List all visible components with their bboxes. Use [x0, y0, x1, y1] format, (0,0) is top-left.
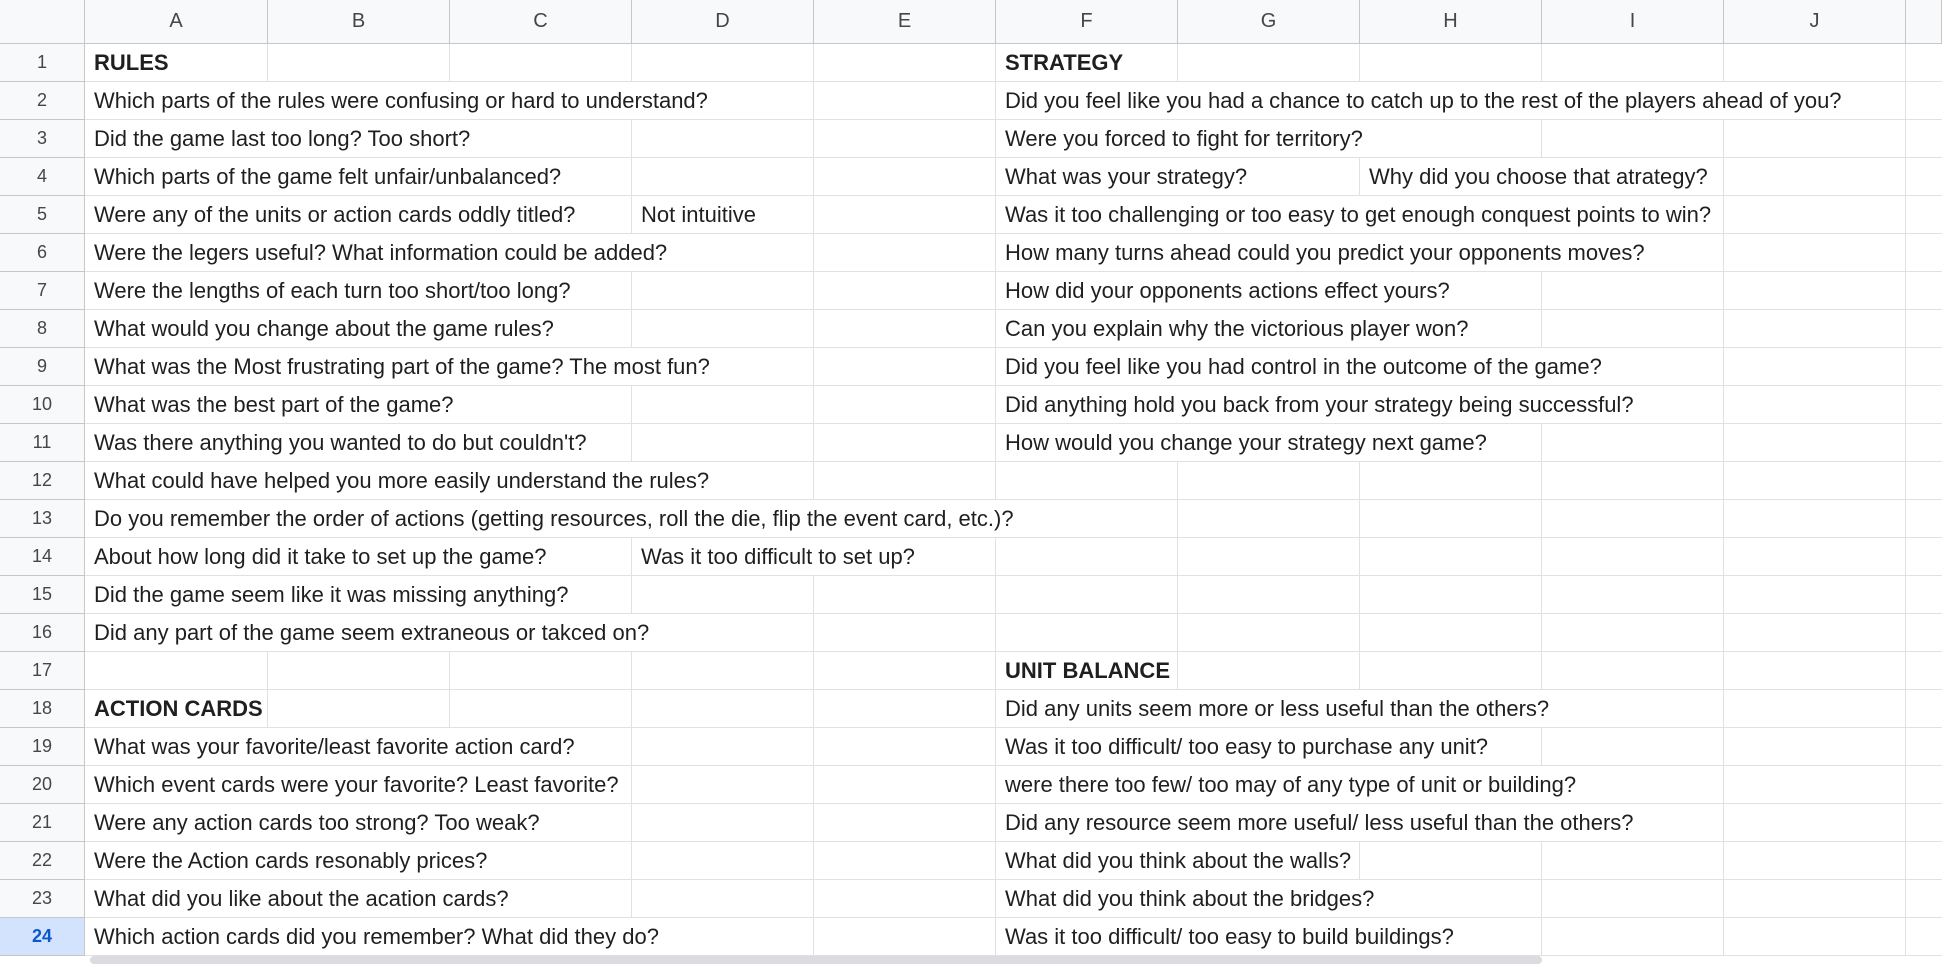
column-header-f[interactable]: F — [996, 0, 1178, 44]
cell-f24[interactable]: Was it too difficult/ too easy to build buildings? — [997, 918, 1454, 955]
cell-a9[interactable]: What was the Most frustrating part of the game? The most fun? — [86, 348, 710, 385]
column-header-partial[interactable] — [1906, 0, 1942, 44]
cell-a18[interactable]: ACTION CARDS — [86, 690, 263, 727]
cell-h4[interactable]: Why did you choose that atrategy? — [1361, 158, 1708, 195]
row-header-13[interactable]: 13 — [0, 500, 85, 538]
gridline-vertical — [1723, 44, 1724, 956]
cell-a8[interactable]: What would you change about the game rules? — [86, 310, 554, 347]
row-header-24[interactable]: 24 — [0, 918, 85, 956]
row-header-21[interactable]: 21 — [0, 804, 85, 842]
cell-a10[interactable]: What was the best part of the game? — [86, 386, 454, 423]
column-header-g[interactable]: G — [1178, 0, 1360, 44]
row-header-5[interactable]: 5 — [0, 196, 85, 234]
cell-f6[interactable]: How many turns ahead could you predict your opponents moves? — [997, 234, 1645, 271]
row-header-1[interactable]: 1 — [0, 44, 85, 82]
cell-f11[interactable]: How would you change your strategy next game? — [997, 424, 1487, 461]
row-header-14[interactable]: 14 — [0, 538, 85, 576]
row-header-16[interactable]: 16 — [0, 614, 85, 652]
cell-a7[interactable]: Were the lengths of each turn too short/too long? — [86, 272, 571, 309]
column-header-b[interactable]: B — [268, 0, 450, 44]
cell-a12[interactable]: What could have helped you more easily understand the rules? — [86, 462, 709, 499]
cell-f5[interactable]: Was it too challenging or too easy to get enough conquest points to win? — [997, 196, 1711, 233]
row-header-22[interactable]: 22 — [0, 842, 85, 880]
cell-a13[interactable]: Do you remember the order of actions (getting resources, roll the die, flip the event card, etc.)? — [86, 500, 1014, 537]
row-header-8[interactable]: 8 — [0, 310, 85, 348]
column-header-h[interactable]: H — [1360, 0, 1542, 44]
column-header-i[interactable]: I — [1542, 0, 1724, 44]
row-header-3[interactable]: 3 — [0, 120, 85, 158]
row-header-10[interactable]: 10 — [0, 386, 85, 424]
cell-a4[interactable]: Which parts of the game felt unfair/unbalanced? — [86, 158, 561, 195]
row-header-19[interactable]: 19 — [0, 728, 85, 766]
cell-a5[interactable]: Were any of the units or action cards oddly titled? — [86, 196, 575, 233]
cell-f3[interactable]: Were you forced to fight for territory? — [997, 120, 1363, 157]
cell-f22[interactable]: What did you think about the walls? — [997, 842, 1351, 879]
cell-f23[interactable]: What did you think about the bridges? — [997, 880, 1374, 917]
row-header-23[interactable]: 23 — [0, 880, 85, 918]
row-header-15[interactable]: 15 — [0, 576, 85, 614]
cell-a23[interactable]: What did you like about the acation cards? — [86, 880, 509, 917]
cell-a21[interactable]: Were any action cards too strong? Too weak? — [86, 804, 540, 841]
column-header-d[interactable]: D — [632, 0, 814, 44]
row-header-11[interactable]: 11 — [0, 424, 85, 462]
cell-f7[interactable]: How did your opponents actions effect yours? — [997, 272, 1450, 309]
cell-f21[interactable]: Did any resource seem more useful/ less useful than the others? — [997, 804, 1634, 841]
cell-a15[interactable]: Did the game seem like it was missing anything? — [86, 576, 568, 613]
cell-f20[interactable]: were there too few/ too may of any type of unit or building? — [997, 766, 1576, 803]
cell-d5[interactable]: Not intuitive — [633, 196, 756, 233]
cell-d14[interactable]: Was it too difficult to set up? — [633, 538, 915, 575]
cell-a3[interactable]: Did the game last too long? Too short? — [86, 120, 470, 157]
cell-a11[interactable]: Was there anything you wanted to do but couldn't? — [86, 424, 587, 461]
cell-a16[interactable]: Did any part of the game seem extraneous or takced on? — [86, 614, 649, 651]
row-header-12[interactable]: 12 — [0, 462, 85, 500]
cell-f18[interactable]: Did any units seem more or less useful than the others? — [997, 690, 1549, 727]
column-header-c[interactable]: C — [450, 0, 632, 44]
row-header-9[interactable]: 9 — [0, 348, 85, 386]
cell-a1[interactable]: RULES — [86, 44, 169, 81]
cell-f8[interactable]: Can you explain why the victorious player won? — [997, 310, 1468, 347]
row-header-6[interactable]: 6 — [0, 234, 85, 272]
gridline-vertical — [1905, 44, 1906, 956]
cell-f9[interactable]: Did you feel like you had control in the outcome of the game? — [997, 348, 1602, 385]
cell-f4[interactable]: What was your strategy? — [997, 158, 1247, 195]
column-header-a[interactable]: A — [85, 0, 268, 44]
cell-a22[interactable]: Were the Action cards resonably prices? — [86, 842, 487, 879]
cell-a2[interactable]: Which parts of the rules were confusing or hard to understand? — [86, 82, 708, 119]
cell-a20[interactable]: Which event cards were your favorite? Least favorite? — [86, 766, 619, 803]
column-header-j[interactable]: J — [1724, 0, 1906, 44]
cell-a6[interactable]: Were the legers useful? What information could be added? — [86, 234, 667, 271]
row-header-2[interactable]: 2 — [0, 82, 85, 120]
horizontal-scrollbar[interactable] — [90, 956, 1542, 964]
column-header-e[interactable]: E — [814, 0, 996, 44]
cell-a14[interactable]: About how long did it take to set up the game? — [86, 538, 547, 575]
select-all-corner[interactable] — [0, 0, 85, 44]
cell-f10[interactable]: Did anything hold you back from your strategy being successful? — [997, 386, 1634, 423]
cell-a19[interactable]: What was your favorite/least favorite action card? — [86, 728, 575, 765]
cell-f19[interactable]: Was it too difficult/ too easy to purchase any unit? — [997, 728, 1488, 765]
row-header-4[interactable]: 4 — [0, 158, 85, 196]
cell-f2[interactable]: Did you feel like you had a chance to catch up to the rest of the players ahead of you? — [997, 82, 1842, 119]
row-header-17[interactable]: 17 — [0, 652, 85, 690]
row-header-20[interactable]: 20 — [0, 766, 85, 804]
row-header-7[interactable]: 7 — [0, 272, 85, 310]
cell-a24[interactable]: Which action cards did you remember? What did they do? — [86, 918, 659, 955]
cell-f17[interactable]: UNIT BALANCE — [997, 652, 1170, 689]
cell-f1[interactable]: STRATEGY — [997, 44, 1123, 81]
row-header-18[interactable]: 18 — [0, 690, 85, 728]
